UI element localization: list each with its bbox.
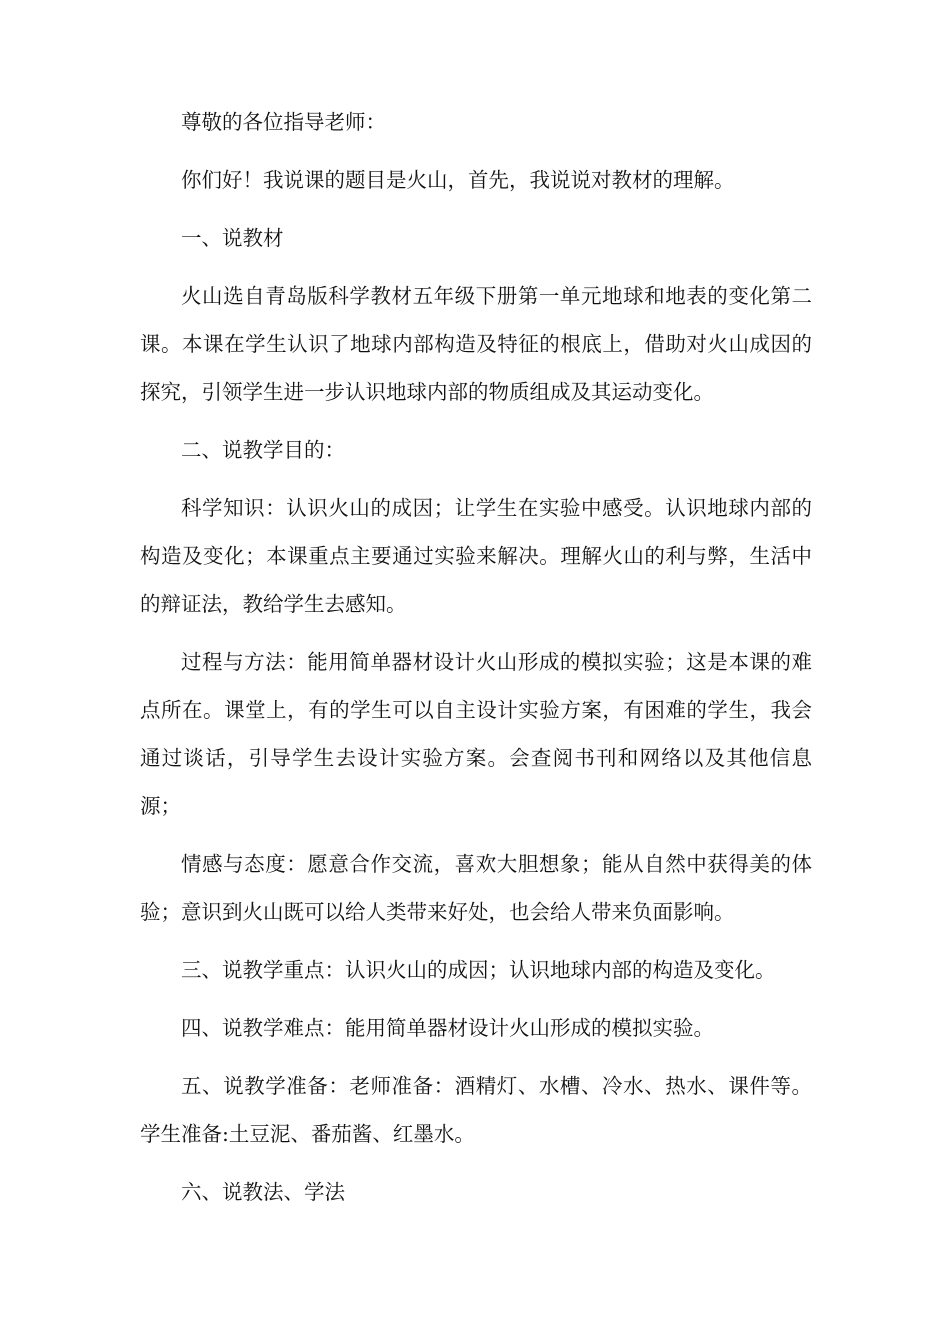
objective-attitude-paragraph: 情感与态度：愿意合作交流，喜欢大胆想象；能从自然中获得美的体验；意识到火山既可以给人类带来好处，也会给人带来负面影响。: [140, 852, 812, 924]
document-page: [140, 98, 812, 1226]
section-heading-objectives: 二、说教学目的：: [181, 438, 345, 462]
materials-paragraph: 火山选自青岛版科学教材五年级下册第一单元地球和地表的变化第二课。本课在学生认识了地球内部构造及特征的根底上，借助对火山成因的探究，引领学生进一步认识地球内部的物质组成及其运动变化。: [140, 284, 812, 404]
objective-knowledge-paragraph: 科学知识：认识火山的成因；让学生在实验中感受。认识地球内部的构造及变化；本课重点主要通过实验来解决。理解火山的利与弊，生活中的辩证法，教给学生去感知。: [140, 496, 812, 616]
section-heading-difficulties: 四、说教学难点：能用简单器材设计火山形成的模拟实验。: [181, 1016, 714, 1040]
section-heading-preparation: 五、说教学准备：老师准备：酒精灯、水槽、冷水、热水、课件等。学生准备:土豆泥、番茄酱、红墨水。: [140, 1074, 812, 1146]
objective-process-paragraph: 过程与方法：能用简单器材设计火山形成的模拟实验；这是本课的难点所在。课堂上，有的学生可以自主设计实验方案，有困难的学生，我会通过谈话，引导学生去设计实验方案。会查阅书刊和网络以及其他信息源；: [140, 650, 812, 818]
section-heading-methods: 六、说教法、学法: [181, 1180, 345, 1204]
intro-paragraph: 你们好！我说课的题目是火山，首先，我说说对教材的理解。: [181, 168, 735, 192]
section-heading-key-points: 三、说教学重点：认识火山的成因；认识地球内部的构造及变化。: [181, 958, 776, 982]
section-heading-materials: 一、说教材: [181, 226, 284, 250]
greeting: 尊敬的各位指导老师：: [181, 110, 386, 134]
